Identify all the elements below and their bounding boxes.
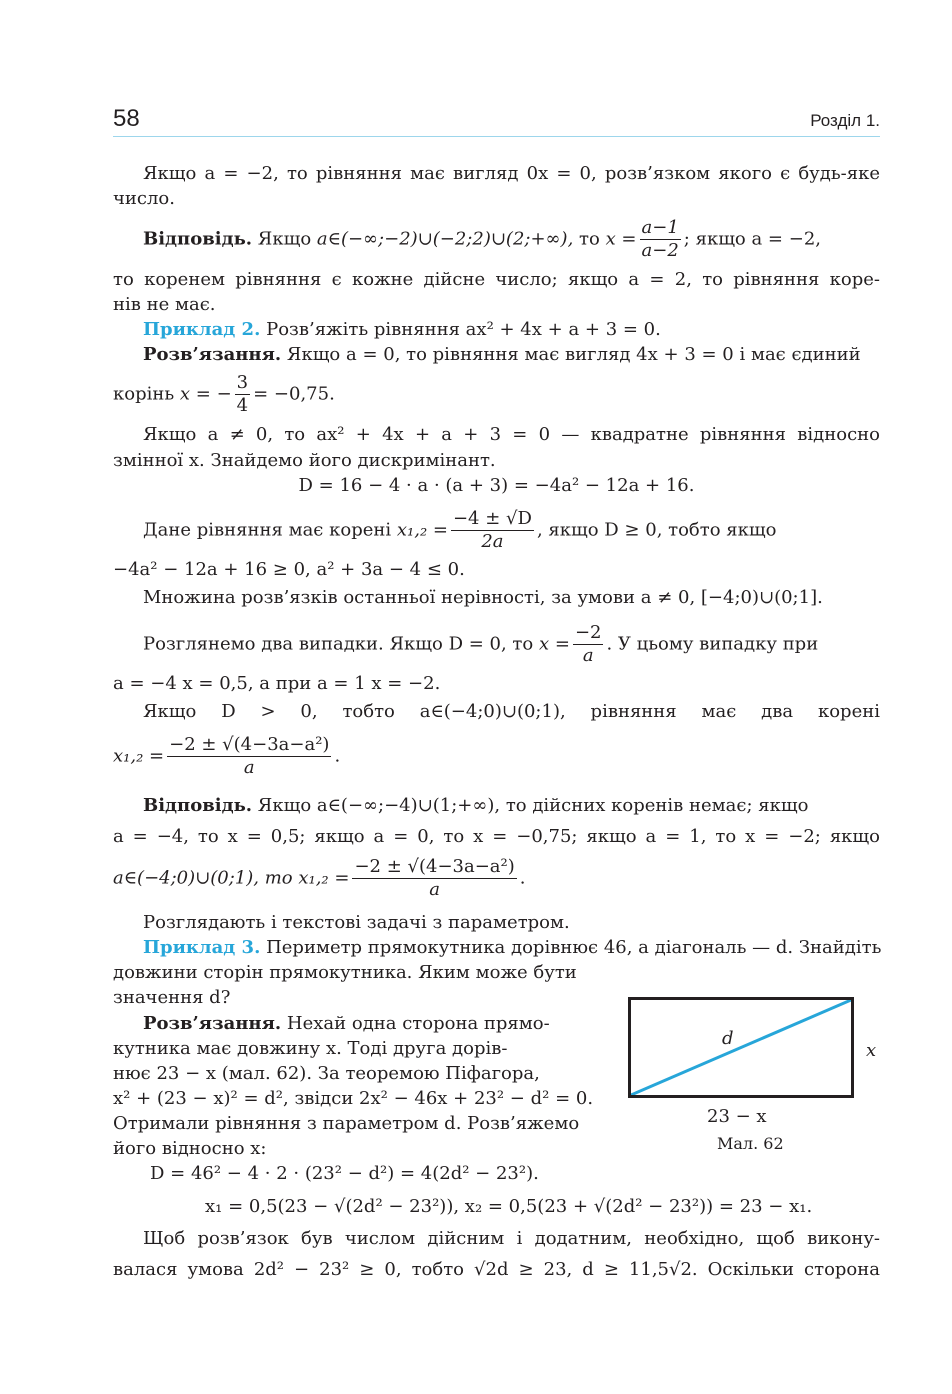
cond-line1: Щоб розв’язок був числом дійсним і додатним, необхідно, щоб викону- (143, 1228, 880, 1249)
solution3-line1 (143, 1013, 600, 1035)
dpos-line: Якщо D > 0, тобто a∈(−4;0)∪(0;1), рівняння має два корені (143, 701, 880, 722)
answer2-num: −2 ± √(4−3a−a²) (354, 856, 515, 877)
root-post: = −0,75. (253, 383, 335, 405)
answer2-line3-pre: a∈(−4;0)∪(0;1), то (113, 867, 293, 889)
set-line: Множина розв’язків останньої нерівності, за умови a ≠ 0, [−4;0)∪(0;1]. (143, 587, 823, 608)
dpos-num: −2 ± √(4−3a−a²) (169, 734, 330, 755)
figure-bottom-label: 23 − x (707, 1106, 767, 1127)
roots-lhs: x₁,₂ = (396, 519, 448, 541)
answer1-line3: нів не має. (113, 294, 216, 315)
solution2-label: Розв’язання. (143, 344, 282, 365)
solution3-label: Розв’язання. (143, 1013, 282, 1034)
cases-den: a (582, 645, 594, 666)
root-eq: x = − (179, 383, 232, 405)
answer1-num: a−1 (641, 217, 679, 238)
cases-fraction (573, 622, 604, 667)
cases-pre: Розглянемо два випадки. Якщо D = 0, то (143, 633, 534, 655)
dpos-den: a (243, 757, 255, 778)
solution2-root (113, 372, 880, 417)
answer2-line3: a∈(−4;0)∪(0;1), то x₁,₂ = $\frac{\text{−2 ± √(4−3a−a²)}}{a}$ . (113, 856, 526, 900)
solution3-line5: Отримали рівняння з параметром d. Розв’яжемо (113, 1113, 580, 1134)
answer1-fraction (640, 217, 681, 262)
solution3-line6: його відносно x: (113, 1138, 267, 1159)
case-line1: Якщо a ≠ 0, то ax² + 4x + a + 3 = 0 — квадратне рівняння відносно (143, 424, 880, 445)
dpos-lhs: x₁,₂ = (113, 745, 165, 767)
answer1-den: a−2 (641, 240, 679, 261)
answer2-line1 (143, 795, 880, 817)
example3-text: Периметр прямокутника дорівнює 46, а діагональ — d. Знайдіть (266, 937, 882, 958)
solution3-disc: D = 46² − 4 · 2 · (23² − d²) = 4(2d² − 23²). (150, 1163, 539, 1184)
example2 (143, 319, 880, 341)
cases-num: −2 (574, 622, 602, 643)
root-den: 4 (236, 395, 249, 416)
answer2-den: a (429, 879, 440, 900)
cond-line2: валася умова 2d² − 23² ≥ 0, тобто √2d ≥ 23, d ≥ 11,5√2. Оскільки сторона (113, 1259, 880, 1280)
answer2-label: Відповідь. (143, 795, 253, 816)
roots-num: −4 ± √D (452, 508, 532, 529)
figure-62-diagonal (631, 1000, 851, 1095)
roots-line (143, 508, 880, 553)
example2-text: Розв’яжіть рівняння ax² + 4x + a + 3 = 0. (266, 319, 661, 340)
example3-line2: довжини сторін прямокутника. Яким може бути (113, 962, 577, 983)
answer2-fraction (352, 856, 516, 901)
cases-line (143, 622, 880, 667)
root-pre: корінь (113, 383, 175, 405)
figure-62-rectangle (628, 997, 854, 1098)
section-title: Розділ 1. (810, 111, 880, 130)
example3-label: Приклад 3. (143, 937, 261, 958)
answer1-pre: Якщо (257, 228, 312, 250)
answer1-x-eq: x = (605, 228, 637, 250)
para1-line1: Якщо a = −2, то рівняння має вигляд 0x = 0, розв’язком якого є будь-яке (143, 163, 880, 184)
answer-label: Відповідь. (143, 228, 253, 250)
solution3-line2: кутника має довжину x. Тоді друга дорів- (113, 1038, 508, 1059)
roots-fraction (451, 508, 534, 553)
root-fraction (235, 372, 250, 417)
solution2-line1 (143, 344, 880, 366)
ineq-line: −4a² − 12a + 16 ≥ 0, a² + 3a − 4 ≤ 0. (113, 559, 465, 580)
answer1-line1 (143, 217, 880, 262)
para1-line2: число. (113, 188, 175, 209)
dpos-roots: x₁,₂ = $\frac{\text{−2 ± √(4−3a−a²)}}{a}$ . (113, 734, 341, 778)
answer1-post: ; якщо a = −2, (683, 228, 821, 250)
example2-label: Приклад 2. (143, 319, 261, 340)
figure-diag-label: d (722, 1028, 734, 1049)
cases-post: . У цьому випадку при (606, 633, 819, 655)
figure-caption: Мал. 62 (717, 1134, 784, 1153)
solution3-line3: нює 23 − x (мал. 62). За теоремою Піфагора, (113, 1063, 540, 1084)
answer1-to: то (579, 228, 600, 250)
answer2-text: Якщо a∈(−∞;−4)∪(1;+∞), то дійсних коренів немає; якщо (257, 795, 809, 816)
figure-side-label: x (866, 1040, 877, 1061)
solution2-text: Якщо a = 0, то рівняння має вигляд 4x + 3 = 0 і має єдиний (286, 344, 861, 365)
solution3-roots: x₁ = 0,5(23 − √(2d² − 23²)), x₂ = 0,5(23 + √(2d² − 23²)) = 23 − x₁. (205, 1196, 813, 1217)
discriminant: D = 16 − 4 · a · (a + 3) = −4a² − 12a + 16. (298, 475, 695, 496)
cases-line2: a = −4 x = 0,5, а при a = 1 x = −2. (113, 673, 441, 694)
root-num: 3 (236, 372, 249, 393)
cases-eq: x = (538, 633, 570, 655)
answer2-line2: a = −4, то x = 0,5; якщо a = 0, то x = −0,75; якщо a = 1, то x = −2; якщо (113, 826, 880, 847)
case-line2: змінної x. Знайдемо його дискримінант. (113, 450, 496, 471)
text-problems: Розглядають і текстові задачі з параметром. (143, 912, 570, 933)
example3-line3: значення d? (113, 987, 231, 1008)
solution3-text: Нехай одна сторона прямо- (286, 1013, 550, 1034)
answer1-line2: то коренем рівняння є кожне дійсне число; якщо a = 2, то рівняння коре- (113, 269, 880, 290)
header-rule (113, 136, 880, 137)
example3-line1 (143, 937, 880, 959)
dpos-fraction (167, 734, 331, 779)
roots-pre: Дане рівняння має корені (143, 519, 392, 541)
answer2-lhs: x₁,₂ = (298, 867, 350, 889)
roots-den: 2a (481, 531, 504, 552)
page-number: 58 (113, 105, 140, 132)
roots-post: , якщо D ≥ 0, тобто якщо (536, 519, 777, 541)
answer1-set: a∈(−∞;−2)∪(−2;2)∪(2;+∞), (316, 228, 574, 250)
solution3-line4: x² + (23 − x)² = d², звідси 2x² − 46x + 23² − d² = 0. (113, 1088, 594, 1109)
